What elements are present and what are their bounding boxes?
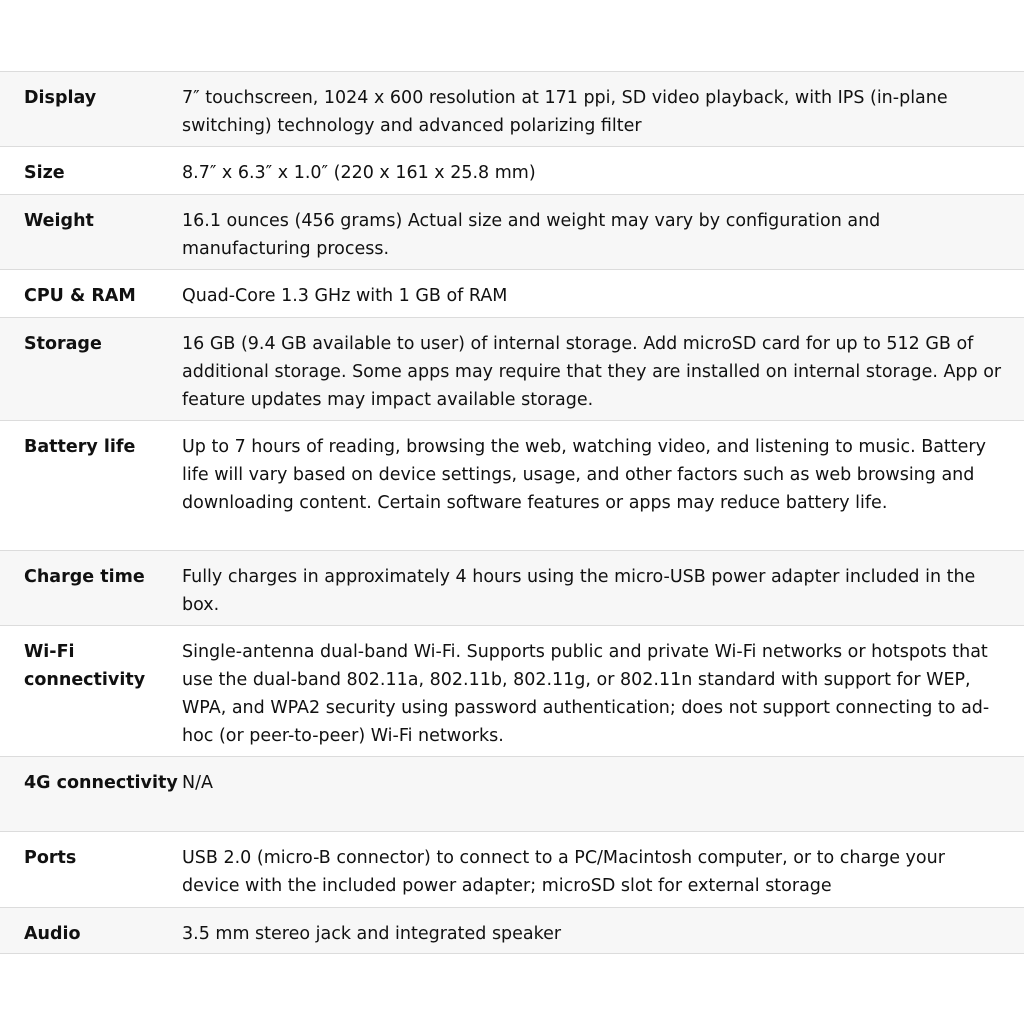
spec-label: Ports <box>24 848 77 868</box>
spec-row-display <box>0 72 1024 147</box>
spec-row-ports <box>0 832 1024 908</box>
spec-row-weight <box>0 195 1024 270</box>
spec-label: Size <box>24 163 65 183</box>
spec-row-storage <box>0 318 1024 421</box>
spec-label: Display <box>24 88 97 108</box>
spec-value: 8.7″ x 6.3″ x 1.0″ (220 x 161 x 25.8 mm) <box>182 163 536 183</box>
spec-value: 7″ touchscreen, 1024 x 600 resolution at 171 ppi, SD video playback, with IPS (in-plane switching) technology and advanced polarizing filter <box>182 88 948 136</box>
spec-table <box>0 71 1024 954</box>
spec-value: Fully charges in approximately 4 hours using the micro-USB power adapter included in the box. <box>182 567 976 615</box>
spec-row-4g-connectivity <box>0 757 1024 832</box>
spec-label: Wi-Fi connectivity <box>24 642 146 690</box>
spec-label: 4G connectivity <box>24 773 178 793</box>
spec-label: Audio <box>24 924 81 944</box>
spec-row-battery-life <box>0 421 1024 551</box>
spec-value: N/A <box>182 773 213 793</box>
spec-value: Quad-Core 1.3 GHz with 1 GB of RAM <box>182 286 508 306</box>
spec-row-charge-time <box>0 551 1024 626</box>
spec-row-size <box>0 147 1024 195</box>
spec-row-audio <box>0 908 1024 954</box>
spec-value: Up to 7 hours of reading, browsing the web, watching video, and listening to music. Battery life will vary based on device settings, usage, and other factors such as web browsing and downloading content. Certain software features or apps may reduce battery life. <box>182 437 986 513</box>
spec-value: 16 GB (9.4 GB available to user) of internal storage. Add microSD card for up to 512 GB of additional storage. Some apps may require that they are installed on internal storage. App or feature updates may impact available storage. <box>182 334 1002 410</box>
spec-value: 3.5 mm stereo jack and integrated speaker <box>182 924 562 944</box>
spec-value: 16.1 ounces (456 grams) Actual size and weight may vary by configuration and manufacturing process. <box>182 211 881 259</box>
spec-value: USB 2.0 (micro-B connector) to connect to a PC/Macintosh computer, or to charge your device with the included power adapter; microSD slot for external storage <box>182 848 945 896</box>
spec-row-cpu-ram <box>0 270 1024 318</box>
spec-label: Charge time <box>24 567 145 587</box>
spec-label: CPU & RAM <box>24 286 136 306</box>
spec-value: Single-antenna dual-band Wi-Fi. Supports public and private Wi-Fi networks or hotspots that use the dual-band 802.11a, 802.11b, 802.11g, or 802.11n standard with support for WEP, WPA, and WPA2 security using password authentication; does not support connecting to ad-hoc (or peer-to-peer) Wi-Fi networks. <box>182 642 990 746</box>
spec-label: Weight <box>24 211 94 231</box>
spec-row-wifi-connectivity <box>0 626 1024 757</box>
spec-label: Battery life <box>24 437 136 457</box>
spec-label: Storage <box>24 334 102 354</box>
